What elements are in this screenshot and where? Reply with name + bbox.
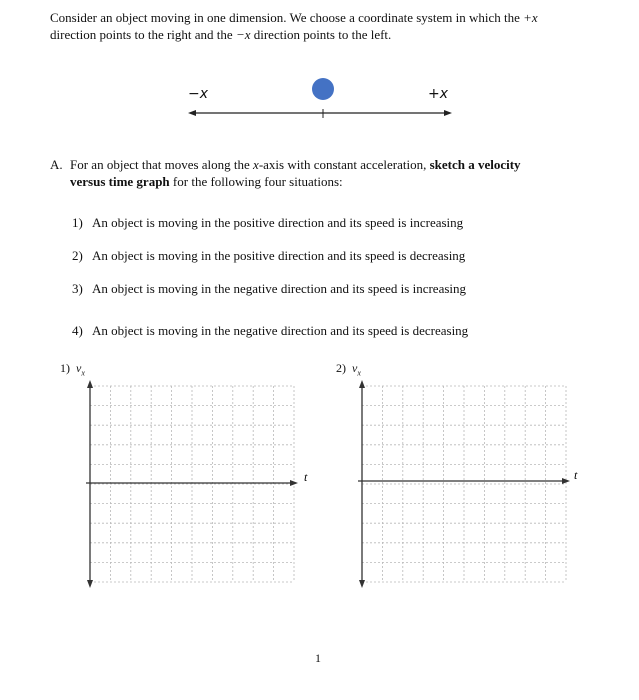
minus-x-label: −x — [188, 86, 209, 102]
graph-1-t-label: t — [304, 470, 308, 484]
graph-1-vx: $v_x$ — [76, 361, 85, 378]
situation-text: An object is moving in the positive direction and its speed is increasing — [92, 215, 464, 230]
intro-line1: Consider an object moving in one dimension. We choose a coordinate system in which the — [50, 10, 524, 25]
situation-text: An object is moving in the positive direction and its speed is decreasing — [92, 248, 466, 263]
question-bold-1: sketch a velocity — [429, 157, 521, 172]
right-arrowhead — [444, 110, 452, 116]
situation-4 — [72, 323, 468, 339]
situation-num: 1) — [72, 215, 83, 230]
minus-x-inline: −x — [235, 27, 251, 42]
plus-x-inline: +x — [523, 10, 538, 25]
graph-2-label — [336, 361, 361, 377]
graph-2-grid — [362, 386, 566, 582]
object-dot — [312, 78, 334, 100]
left-arrowhead — [188, 110, 196, 116]
graph-1-t-arrow — [290, 480, 298, 486]
graph-1-label — [60, 361, 85, 377]
question-bold-2: versus time graph — [70, 174, 170, 189]
graph-1-grid — [90, 386, 294, 582]
intro-paragraph — [50, 9, 610, 43]
graph-2-y-arrow-bottom — [359, 580, 365, 588]
graph-2-number: 2) — [336, 361, 346, 375]
situation-text: An object is moving in the negative direction and its speed is decreasing — [92, 323, 469, 338]
graph-2-y-arrow-top — [359, 380, 365, 388]
intro-line2b: direction points to the left. — [250, 27, 392, 42]
question-text-1: For an object that moves along the — [70, 157, 254, 172]
graph-2-t-label: t — [574, 468, 578, 482]
situation-3 — [72, 281, 466, 297]
graph-2-vx: $v_x$ — [352, 361, 361, 378]
situation-2 — [72, 248, 465, 264]
graph-1 — [82, 378, 322, 590]
graph-1-y-arrow-top — [87, 380, 93, 388]
graph-2 — [354, 378, 594, 590]
situation-num: 2) — [72, 248, 83, 263]
question-text-3: for the following four situations: — [169, 174, 343, 189]
graph-1-number: 1) — [60, 361, 70, 375]
question-a — [50, 156, 610, 190]
page-number: 1 — [315, 651, 321, 665]
plus-x-label: +x — [428, 86, 449, 102]
intro-line2a: direction points to the right and the — [50, 27, 236, 42]
situation-num: 4) — [72, 323, 83, 338]
situation-1 — [72, 215, 463, 231]
question-text-2: -axis with constant acceleration, — [258, 157, 430, 172]
situation-text: An object is moving in the negative direction and its speed is increasing — [92, 281, 467, 296]
question-letter: A. — [50, 157, 63, 172]
graph-1-y-arrow-bottom — [87, 580, 93, 588]
x-axis-var: x — [253, 157, 259, 172]
situation-num: 3) — [72, 281, 83, 296]
number-line — [180, 70, 470, 130]
